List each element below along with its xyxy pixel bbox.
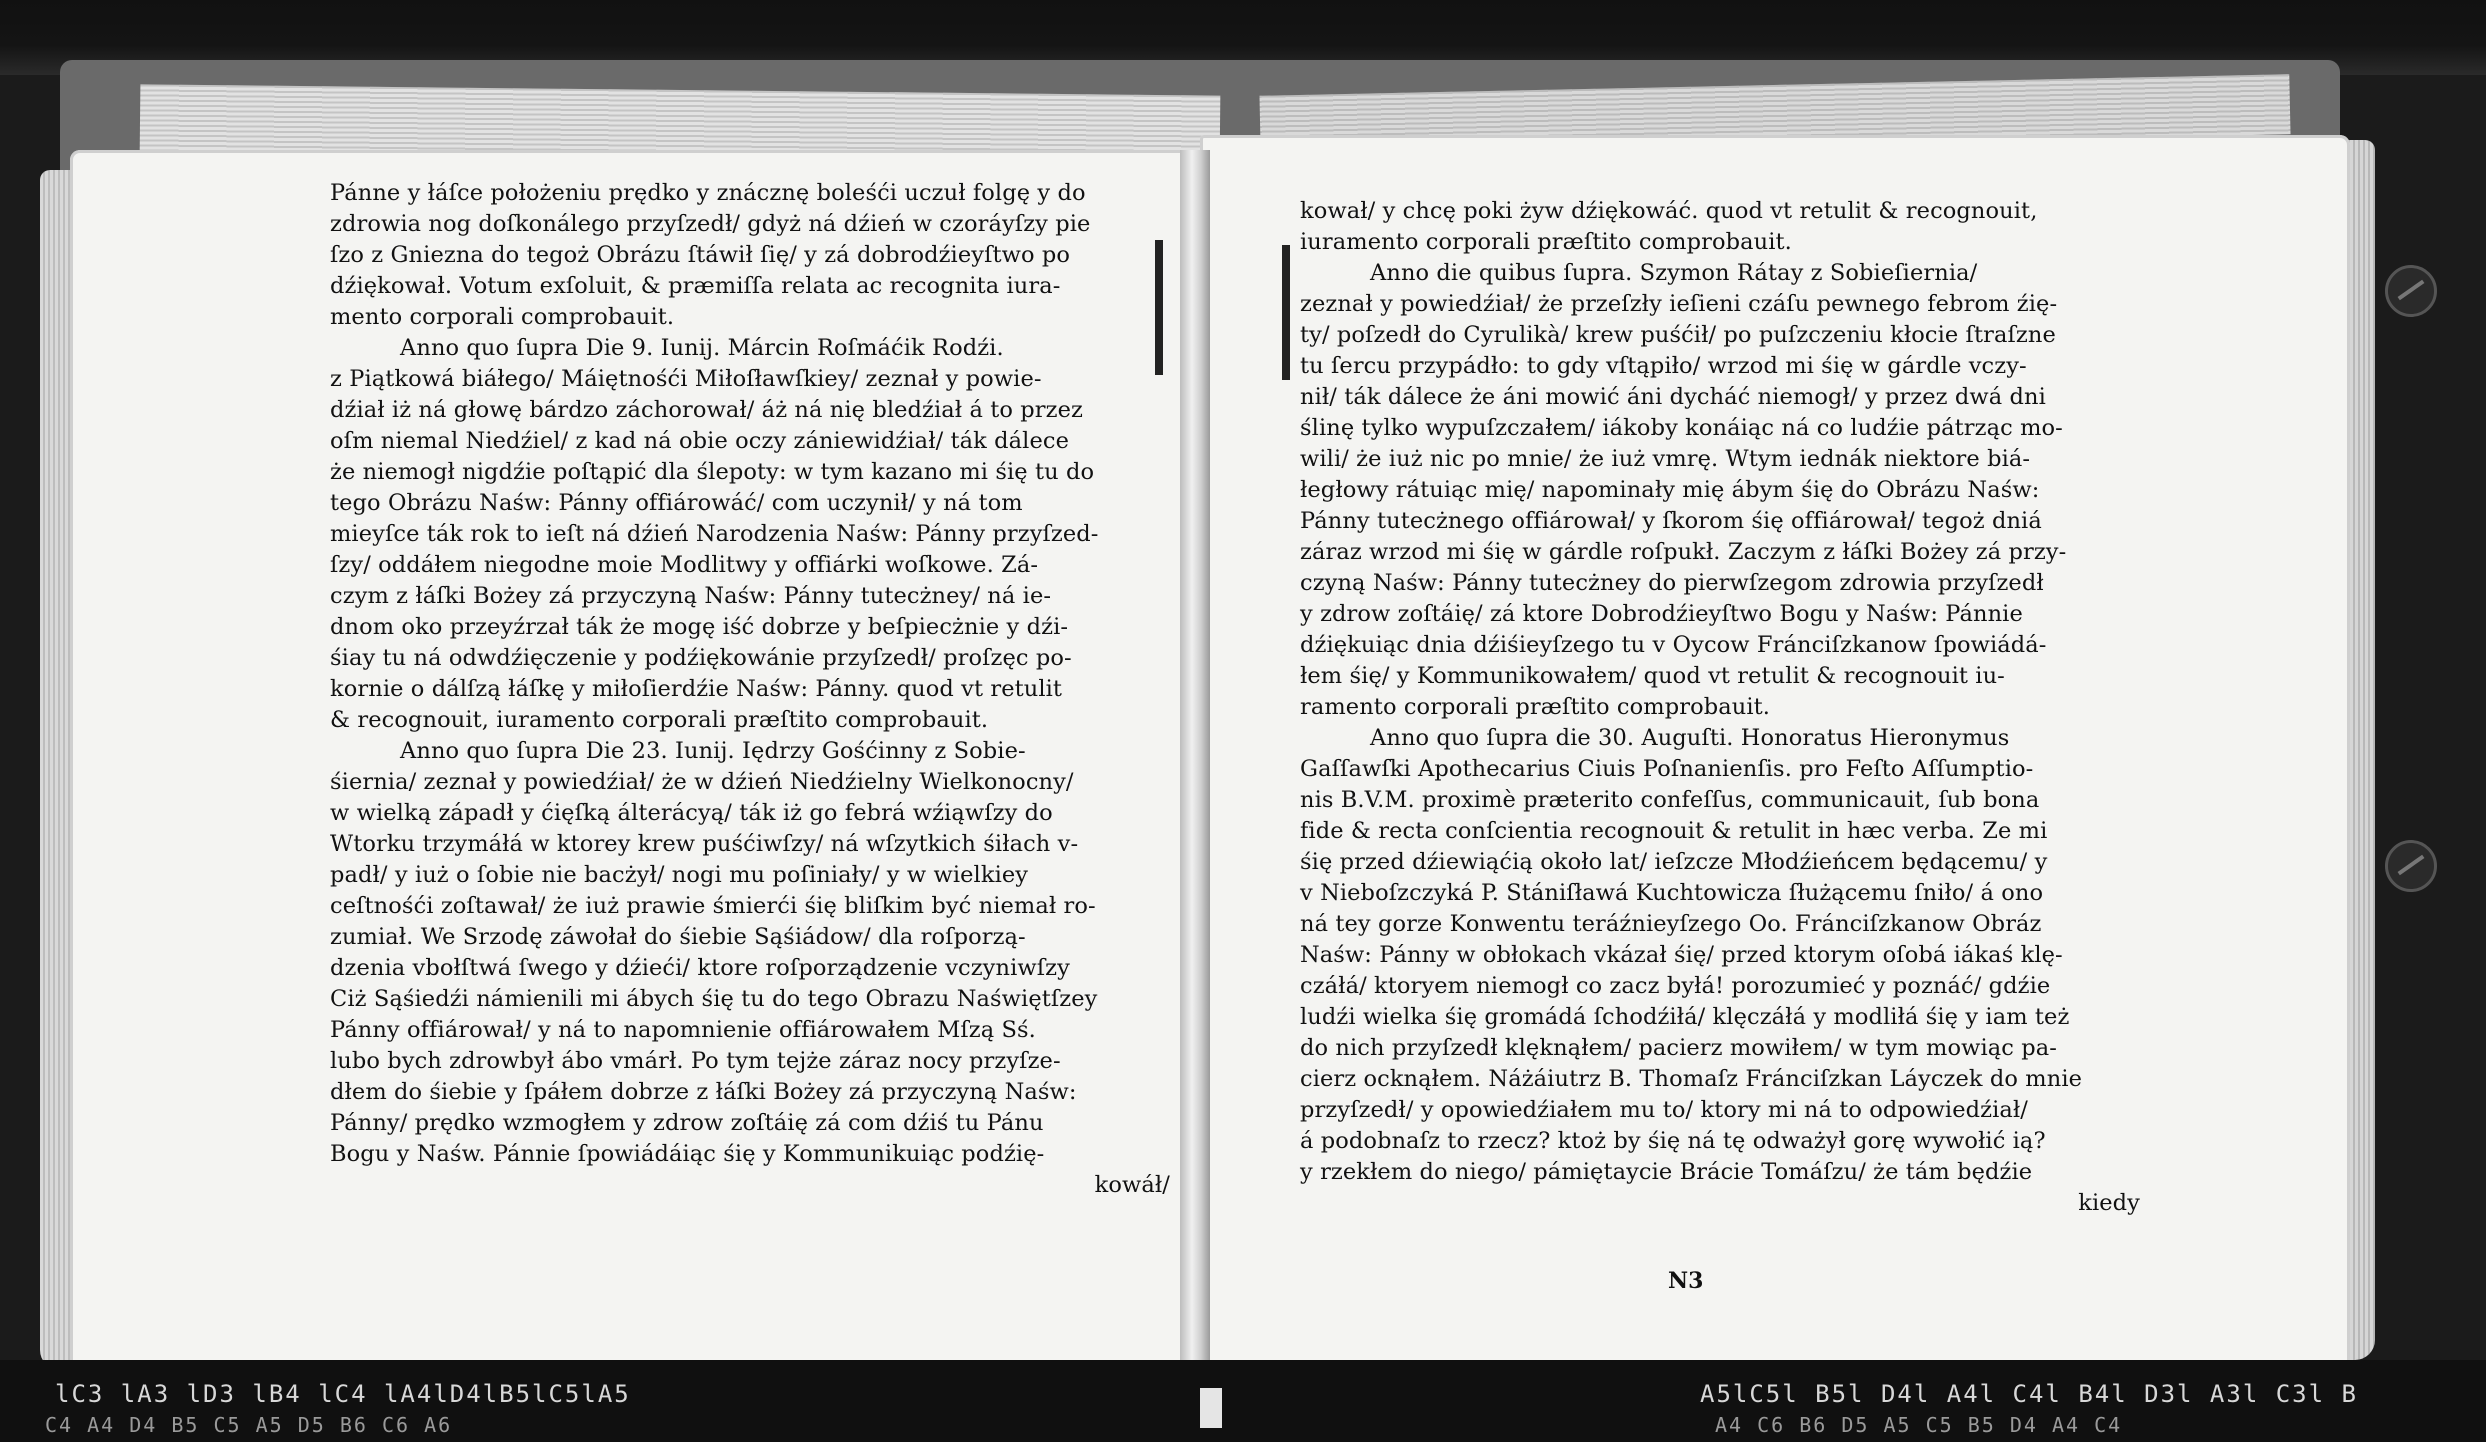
text-line: ſzo z Gniezna do tegoż Obrázu ſtáwił ſię/ y zá dobrodźieyſtwo po <box>330 242 1071 268</box>
text-line: Naśw: Pánny w obłokach vkázał śię/ przed ktorym oſobá iákaś klę- <box>1300 942 2063 968</box>
text-line: & recognouit, iuramento corporali præſtito comprobauit. <box>330 707 989 733</box>
text-line: oſm niemal Niedźiel/ z kad ná obie oczy zániewidźiał/ ták dálece <box>330 428 1070 454</box>
text-line: Anno quo ſupra die 30. Auguſti. Honoratus Hieronymus <box>1370 725 2010 751</box>
film-frame-marker <box>1200 1388 1222 1428</box>
text-line: y zdrow zoſtáię/ zá ktore Dobrodźieyſtwo Bogu y Naśw: Pánnie <box>1300 601 2023 627</box>
text-line: Pánny offiárował/ y ná to napomnienie offiárowałem Mſzą Sś. <box>330 1017 1036 1043</box>
text-line: z Piątkowá biáłego/ Máiętnośći Miłoſławſkiey/ zeznał y powie- <box>330 366 1042 392</box>
text-line: dzenia vbołſtwá ſwego y dźieći/ ktore roſporządzenie vczyniwſzy <box>330 955 1070 981</box>
text-line: ramento corporali præſtito comprobauit. <box>1300 694 1771 720</box>
text-line: fide & recta conſcientia recognouit & retulit in hæc verba. Ze mi <box>1300 818 2048 844</box>
film-code-right-lower: A4 C6 B6 D5 A5 C5 B5 D4 A4 C4 <box>1715 1413 2123 1437</box>
text-line: y rzekłem do niego/ pámiętaycie Brácie Tomáſzu/ że tám będźie <box>1300 1159 2033 1185</box>
text-line: á podobnaſz to rzecz? ktoż by śię ná tę odważył gorę wywołić ią? <box>1300 1128 2046 1154</box>
text-line: ludźi wielka śię gromádá ſchodźiłá/ klęczáłá y modliłá śię y iam też <box>1300 1004 2070 1030</box>
text-line: ślinę tylko wypuſzczałem/ iákoby konáiąc ná co ludźie pátrząc mo- <box>1300 415 2063 441</box>
text-line: ná tey gorze Konwentu teráźnieyſzego Oo. Fránciſzkanow Obráz <box>1300 911 2042 937</box>
text-line: łegłowy rátuiąc mię/ napominały mię ábym śię do Obrázu Naśw: <box>1300 477 2040 503</box>
text-line: Anno die quibus ſupra. Szymon Rátay z Sobieſiernia/ <box>1370 260 1978 286</box>
text-line: ſzy/ oddáłem niegodne moie Modlitwy y offiárki woſkowe. Zá- <box>330 552 1039 578</box>
signature-mark: N3 <box>1668 1268 1704 1294</box>
text-line: dźiał iż ná głowę bárdzo záchorował/ áż ná nię bledźiał á to przez <box>330 397 1083 423</box>
text-line: mento corporali comprobauit. <box>330 304 675 330</box>
book-gutter <box>1180 150 1210 1380</box>
text-line: Gaſſawſki Apothecarius Ciuis Poſnanienſis. pro Feſto Aſſumptio- <box>1300 756 2034 782</box>
text-line: tego Obrázu Naśw: Pánny offiárowáć/ com uczynił/ y ná tom <box>330 490 1023 516</box>
text-line: Bogu y Naśw. Pánnie ſpowiádáiąc śię y Kommunikuiąc podźię- <box>330 1141 1045 1167</box>
film-code-right: A5lC5l B5l D4l A4l C4l B4l D3l A3l C3l B <box>1700 1380 2358 1408</box>
text-line: ty/ poſzedł do Cyrulikà/ krew puśćił/ po puſzczeniu kłocie ſtraſzne <box>1300 322 2056 348</box>
film-code-left-lower: C4 A4 D4 B5 C5 A5 D5 B6 C6 A6 <box>45 1413 453 1437</box>
scanner-screw-icon <box>2385 840 2437 892</box>
text-line: dźiękował. Votum exſoluit, & præmiſſa relata ac recognita iura- <box>330 273 1061 299</box>
text-line: Wtorku trzymáłá w ktorey krew puśćiwſzy/ ná wſzytkich śiłach v- <box>330 831 1079 857</box>
text-line: śiernia/ zeznał y powiedźiał/ że w dźień Niedźielny Wielkonocny/ <box>330 769 1074 795</box>
text-line: zeznał y powiedźiał/ że przeſzły ieſieni czáſu pewnego febrom źię- <box>1300 291 2058 317</box>
text-line: Pánny/ prędko wzmogłem y zdrow zoſtáię zá com dźiś tu Pánu <box>330 1110 1044 1136</box>
text-line: tu ſercu przypádło: to gdy vſtąpiło/ wrzod mi śię w gárdle vczy- <box>1300 353 2027 379</box>
text-line: lubo bych zdrowbył ábo vmárł. Po tym tejże záraz nocy przyſze- <box>330 1048 1061 1074</box>
text-line: kował/ y chcę poki żyw dźiękowáć. quod vt retulit & recognouit, <box>1300 198 2038 224</box>
text-line: iuramento corporali præſtito comprobauit. <box>1300 229 1792 255</box>
text-line: zdrowia nog doſkonálego przyſzedł/ gdyż ná dźień w czoráyſzy pie <box>330 211 1091 237</box>
text-line: czyną Naśw: Pánny tutecżney do pierwſzegom zdrowia przyſzedł <box>1300 570 2044 596</box>
text-line: padł/ y iuż o ſobie nie bacżył/ nogi mu poſiniały/ y w wielkiey <box>330 862 1029 888</box>
left-page-text <box>330 178 1170 1201</box>
text-line: Pánne y łáſce położeniu prędko y znácznę boleśći uczuł folgę y do <box>330 180 1086 206</box>
film-code-left: lC3 lA3 lD3 lB4 lC4 lA4lD4lB5lC5lA5 <box>55 1380 631 1408</box>
text-line: Pánny tutecżnego offiárował/ y ſkorom śię offiárował/ tegoż dniá <box>1300 508 2042 534</box>
text-line: mieyſce ták rok to ieſt ná dźień Narodzenia Naśw: Pánny przyſzed- <box>330 521 1099 547</box>
text-line: dnom oko przeyźrzał ták że mogę iść dobrze y beſpiecżnie y dźi- <box>330 614 1069 640</box>
text-line: dźiękuiąc dnia dźiśieyſzego tu v Oycow Fránciſzkanow ſpowiádá- <box>1300 632 2047 658</box>
text-line: cierz ocknąłem. Náżáiutrz B. Thomaſz Fránciſzkan Láyczek do mnie <box>1300 1066 2083 1092</box>
text-line: do nich przyſzedł klęknąłem/ pacierz mowiłem/ w tym mowiąc pa- <box>1300 1035 2057 1061</box>
right-page-text <box>1300 196 2140 1219</box>
text-line: czym z łáſki Bożey zá przyczyną Naśw: Pánny tutecżney/ ná ie- <box>330 583 1052 609</box>
text-line: przyſzedł/ y opowiedźiałem mu to/ ktory mi ná to odpowiedźiał/ <box>1300 1097 2028 1123</box>
margin-bracket-right <box>1282 245 1290 380</box>
text-line: śię przed dźiewiąćią około lat/ ieſzcze Młodźieńcem będącemu/ y <box>1300 849 2048 875</box>
text-line: ceſtnośći zoſtawał/ że iuż prawie śmierći śię bliſkim być niemał ro- <box>330 893 1096 919</box>
text-line: wili/ że iuż nic po mnie/ że iuż vmrę. Wtym iednák niektore biá- <box>1300 446 2031 472</box>
text-line: Ciż Sąśiedźi námienili mi ábych śię tu do tego Obrazu Naświętſzey <box>330 986 1098 1012</box>
text-line: zumiał. We Srzodę záwołał do śiebie Sąśiádow/ dla roſporzą- <box>330 924 1026 950</box>
text-line: śiay tu ná odwdźięczenie y podźiękowánie przyſzedł/ proſzęc po- <box>330 645 1072 671</box>
catchword: kowáł/ <box>1094 1172 1170 1198</box>
text-line: łem śię/ y Kommunikowałem/ quod vt retulit & recognouit iu- <box>1300 663 2005 689</box>
text-line: Anno quo ſupra Die 23. Iunij. Iędrzy Gośćinny z Sobie- <box>400 738 1026 764</box>
text-line: nis B.V.M. proximè præterito confeſſus, communicauit, ſub bona <box>1300 787 2040 813</box>
text-line: záraz wrzod mi śię w gárdle roſpukł. Zaczym z łáſki Bożey zá przy- <box>1300 539 2067 565</box>
text-line: nił/ ták dálece że áni mowić áni dycháć niemogł/ y przez dwá dni <box>1300 384 2046 410</box>
text-line: w wielką západł y ćięſką álterácyą/ ták iż go febrá wźiąwſzy do <box>330 800 1053 826</box>
text-line: że niemogł nigdźie poſtąpić dla ślepoty: w tym kazano mi śię tu do <box>330 459 1095 485</box>
text-line: kornie o dálſzą łáſkę y miłoſierdźie Naśw: Pánny. quod vt retulit <box>330 676 1063 702</box>
catchword: kiedy <box>2078 1190 2140 1216</box>
text-line: czáłá/ ktoryem niemogł co zacz byłá! porozumieć y poznáć/ gdźie <box>1300 973 2051 999</box>
text-line: Anno quo ſupra Die 9. Iunij. Márcin Roſmáćik Rodźi. <box>400 335 1004 361</box>
scanner-screw-icon <box>2385 265 2437 317</box>
text-line: dłem do śiebie y ſpáłem dobrze z łáſki Bożey zá przyczyną Naśw: <box>330 1079 1077 1105</box>
text-line: v Nieboſzczyká P. Stániſławá Kuchtowicza ſłużącemu ſniło/ á ono <box>1300 880 2044 906</box>
